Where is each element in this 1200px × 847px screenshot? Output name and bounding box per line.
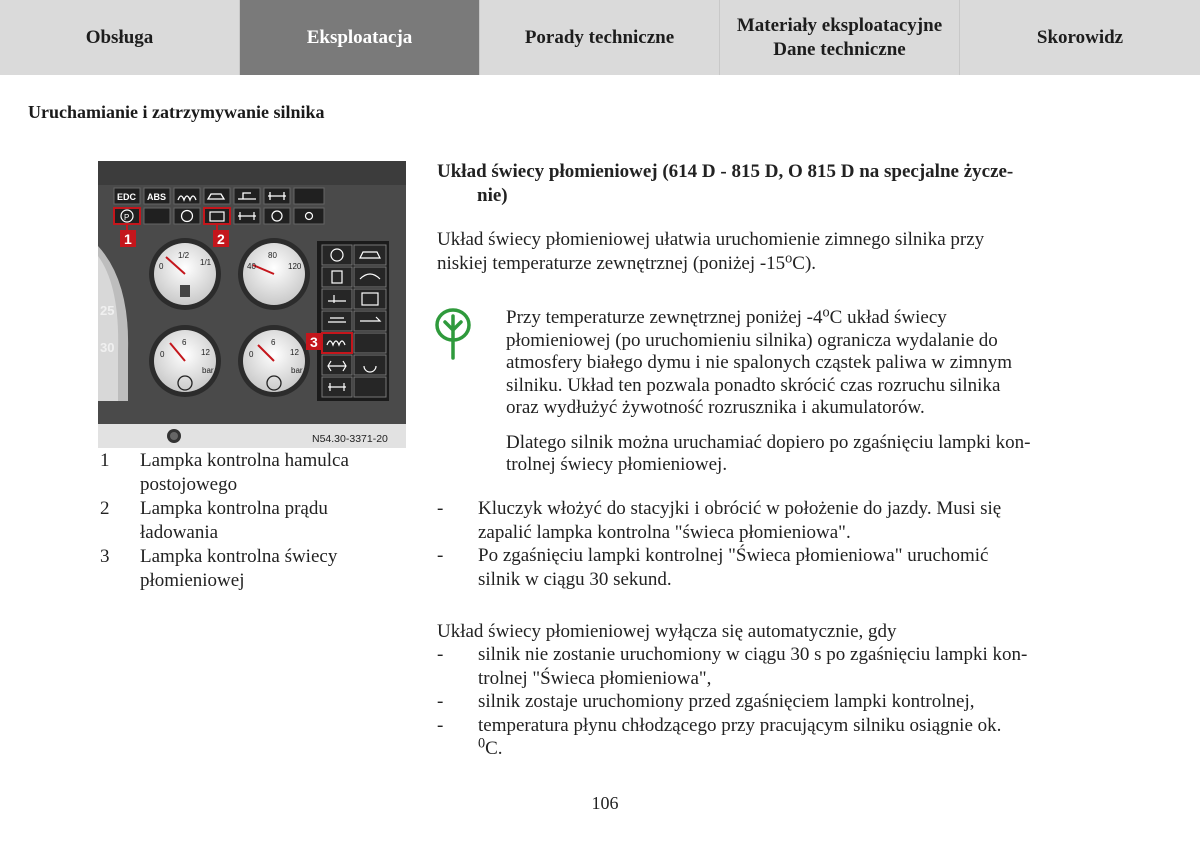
note-paragraph: [506, 304, 1076, 420]
brake2-unit: bar: [291, 366, 303, 375]
subheading-line: nie): [477, 184, 508, 206]
list-dash: -: [437, 498, 444, 519]
tab-label: Porady techniczne: [524, 26, 675, 48]
speedo-tick-30: 30: [100, 340, 115, 355]
text-span: niskiej temperaturze zewnętrznej (poniżej -15: [437, 252, 786, 274]
instrument-cluster-figure: [98, 161, 406, 448]
temp-tick-40: 40: [247, 262, 256, 271]
legend-number: 2: [100, 498, 110, 519]
page-number: 106: [591, 793, 619, 813]
legend-text-line: ładowania: [140, 522, 219, 543]
brake2-tick-12: 12: [290, 348, 299, 357]
legend-text-line: płomieniowej: [140, 570, 245, 591]
legend-text: [140, 497, 420, 545]
tab-label-line1: Materiały eksploatacyjne: [736, 14, 943, 36]
brake2-tick-6: 6: [271, 338, 276, 347]
legend-text-line: Lampka kontrolna prądu: [140, 498, 328, 519]
list-line: zapalić lampka kontrolna "świeca płomieniowa".: [478, 521, 851, 543]
legend-text: [140, 545, 420, 593]
text-span: C układ świecy: [829, 307, 947, 328]
lamp-abs-label: ABS: [147, 192, 167, 202]
temp-tick-80: 80: [268, 251, 277, 260]
brake2-tick-0: 0: [249, 350, 254, 359]
legend-item: [100, 545, 420, 593]
lamp-edc-label: EDC: [117, 192, 137, 202]
brake1-unit: bar: [202, 366, 214, 375]
subheading-line: Układ świecy płomieniowej (614 D - 815 D, O 815 D na specjalne życze-: [437, 161, 1014, 182]
figure-code: N54.30-3371-20: [312, 433, 388, 445]
list-text: [478, 643, 1077, 690]
legend-text-line: Lampka kontrolna hamulca: [140, 450, 349, 471]
legend-text: [140, 449, 420, 497]
list-item: [437, 544, 1077, 591]
list-dash: -: [437, 714, 444, 736]
list-text: [478, 544, 1077, 591]
text-span: C).: [792, 252, 817, 274]
list-line: Po zgaśnięciu lampki kontrolnej "Świeca płomieniowa" uruchomić: [478, 545, 989, 566]
svg-text:P: P: [124, 213, 130, 222]
list-line: Kluczyk włożyć do stacyjki i obrócić w położenie do jazdy. Musi się: [478, 498, 1002, 519]
tab-eksploatacja[interactable]: [240, 0, 480, 75]
tab-label: Obsługa: [85, 26, 154, 48]
temp-tick-120: 120: [288, 262, 302, 271]
auto-off-conditions-list: [437, 643, 1077, 761]
callout-1: 1: [124, 231, 132, 247]
leaf-icon: [434, 308, 472, 360]
legend-item: [100, 449, 420, 497]
list-item: [437, 497, 1077, 544]
fuel-tick-half: 1/2: [178, 251, 190, 260]
auto-off-paragraph: Układ świecy płomieniowej wyłącza się automatycznie, gdy: [437, 621, 897, 642]
tab-porady-techniczne[interactable]: [480, 0, 720, 75]
tab-materialy-dane-techniczne[interactable]: [720, 0, 960, 75]
legend-text-line: Lampka kontrolna świecy: [140, 546, 338, 567]
list-item: [437, 690, 1077, 714]
brake1-tick-6: 6: [182, 338, 187, 347]
fuel-tick-0: 0: [159, 262, 164, 271]
subheading: [437, 160, 1077, 207]
note-paragraph: [506, 432, 1076, 477]
list-dash: -: [437, 691, 444, 712]
legend-number: 3: [100, 546, 110, 567]
legend-item: [100, 497, 420, 545]
list-item: [437, 643, 1077, 690]
note-line: Dlatego silnik można uruchamiać dopiero po zgaśnięciu lampki kon-: [506, 431, 1031, 453]
figure-legend: [100, 449, 420, 593]
list-line: silnik w ciągu 30 sekund.: [478, 568, 672, 590]
list-line: silnik nie zostanie uruchomiony w ciągu 30 s po zgaśnięciu lampki kon-: [478, 644, 1028, 665]
tab-label: Eksploatacja: [306, 26, 413, 48]
environment-note: [506, 304, 1076, 489]
tab-obsluga[interactable]: [0, 0, 240, 75]
list-line: C.: [485, 738, 503, 759]
superscript: 0: [478, 735, 486, 752]
superscript: o: [822, 304, 830, 321]
list-line: trolnej "Świeca płomieniowa",: [478, 667, 712, 689]
section-title: Uruchamianie i zatrzymywanie silnika: [28, 102, 325, 122]
tab-label: Skorowidz: [1036, 26, 1124, 48]
start-procedure-list: [437, 497, 1077, 591]
legend-text-line: postojowego: [140, 474, 238, 495]
list-item: [437, 714, 1077, 761]
list-dash: -: [437, 545, 444, 566]
note-line: atmosfery białego dymu i nie spalonych cząstek paliwa w zimnym: [506, 352, 1012, 373]
callout-3: 3: [310, 334, 318, 350]
text-span: Przy temperaturze zewnętrznej poniżej -4: [506, 307, 823, 328]
note-line: silniku. Układ ten pozwala ponadto skrócić czas rozruchu silnika: [506, 374, 1001, 396]
list-text: [478, 714, 1077, 761]
note-line: płomieniowej (po uruchomieniu silnika) ogranicza wydalanie do: [506, 329, 998, 351]
brake1-tick-0: 0: [160, 350, 165, 359]
superscript: o: [785, 250, 793, 267]
speedo-tick-25: 25: [100, 303, 115, 318]
list-text: [478, 497, 1077, 544]
paragraph-line: Układ świecy płomieniowej ułatwia uruchomienie zimnego silnika przy: [437, 229, 985, 250]
fuel-tick-full: 1/1: [200, 258, 212, 267]
paragraph-line: [437, 252, 1077, 276]
list-line: temperatura płynu chłodzącego przy pracującym silniku osiągnie ok.: [478, 714, 1002, 736]
intro-paragraph: [437, 228, 1077, 275]
section-tabs: [0, 0, 1200, 75]
legend-number: 1: [100, 450, 110, 471]
note-line: trolnej świecy płomieniowej.: [506, 454, 728, 475]
list-dash: -: [437, 644, 444, 665]
callout-2: 2: [217, 231, 225, 247]
tab-label-line2: Dane techniczne: [773, 38, 906, 60]
list-text: silnik zostaje uruchomiony przed zgaśnięciem lampki kontrolnej,: [478, 691, 975, 712]
tab-skorowidz[interactable]: [960, 0, 1200, 75]
brake1-tick-12: 12: [201, 348, 210, 357]
note-line: oraz wydłużyć żywotność rozrusznika i akumulatorów.: [506, 397, 925, 418]
